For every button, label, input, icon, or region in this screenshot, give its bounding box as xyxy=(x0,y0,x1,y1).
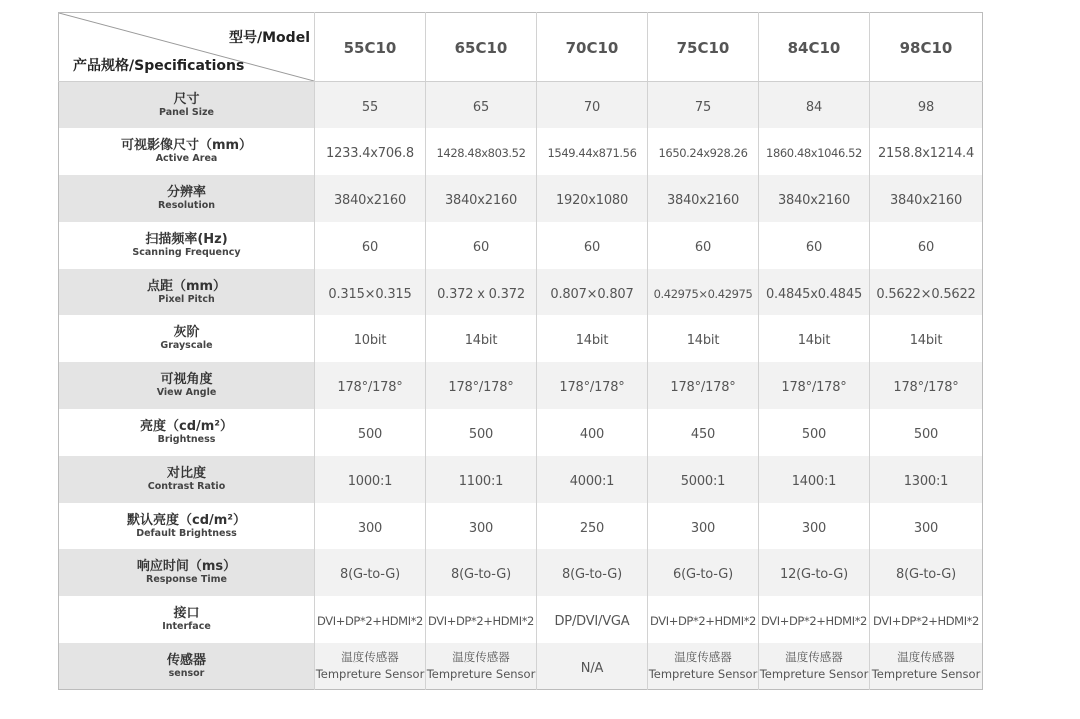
spec-value-cell xyxy=(648,175,759,222)
spec-value-cell xyxy=(759,456,870,503)
spec-value-line: Tempreture Sensor xyxy=(426,667,536,682)
spec-value: 14bit xyxy=(909,333,943,349)
spec-value-cell xyxy=(537,269,648,316)
spec-name-cn: 点距（mm） xyxy=(146,278,227,294)
spec-value: 70 xyxy=(583,99,601,115)
spec-name-cn: 对比度 xyxy=(166,465,206,481)
spec-name-en: Resolution xyxy=(157,199,216,211)
spec-value-cell xyxy=(648,222,759,269)
spec-row xyxy=(59,643,983,690)
spec-name-en: sensor xyxy=(168,667,205,679)
spec-row xyxy=(59,409,983,456)
spec-value-cell xyxy=(426,175,537,222)
spec-value-cell xyxy=(537,128,648,175)
model-header xyxy=(870,13,983,82)
spec-label-cell xyxy=(59,456,315,503)
spec-value-cell xyxy=(426,456,537,503)
spec-value: 300 xyxy=(357,520,383,536)
spec-name-cn: 亮度（cd/m²） xyxy=(140,418,233,434)
spec-value-line: 温度传感器 xyxy=(897,650,955,665)
spec-value-cell xyxy=(537,503,648,550)
spec-value: 1549.44x871.56 xyxy=(547,146,637,161)
spec-value-line: 温度传感器 xyxy=(785,650,843,665)
spec-value: 60 xyxy=(917,239,935,255)
spec-value: 60 xyxy=(805,239,823,255)
spec-row xyxy=(59,503,983,550)
spec-value: 1650.24x928.26 xyxy=(658,146,748,161)
spec-value-cell xyxy=(426,128,537,175)
spec-row xyxy=(59,456,983,503)
spec-row xyxy=(59,82,983,129)
spec-value: 1100:1 xyxy=(458,473,504,489)
spec-value: 8(G-to-G) xyxy=(340,567,400,583)
spec-value-cell xyxy=(759,503,870,550)
spec-value: 3840x2160 xyxy=(333,192,407,208)
spec-value: 2158.8x1214.4 xyxy=(877,146,975,162)
spec-label-cell xyxy=(59,362,315,409)
spec-value-cell xyxy=(315,315,426,362)
spec-value: 300 xyxy=(468,520,494,536)
spec-value: 1300:1 xyxy=(903,473,949,489)
spec-name-cn: 接口 xyxy=(173,606,200,622)
spec-value-cell xyxy=(648,409,759,456)
spec-name-cn: 可视角度 xyxy=(160,372,213,388)
spec-value: 14bit xyxy=(464,333,498,349)
spec-value: N/A xyxy=(580,660,604,676)
spec-value-cell xyxy=(537,549,648,596)
spec-name-cn: 传感器 xyxy=(166,652,206,668)
spec-value-line: 温度传感器 xyxy=(674,650,732,665)
spec-value-line: Tempreture Sensor xyxy=(871,667,981,682)
spec-value: 60 xyxy=(694,239,712,255)
spec-value: 178°/178° xyxy=(559,380,625,396)
spec-value: DVI+DP*2+HDMI*2 xyxy=(761,614,867,629)
spec-value-cell xyxy=(648,128,759,175)
spec-value-cell xyxy=(537,175,648,222)
model-header xyxy=(315,13,426,82)
spec-value: 500 xyxy=(913,426,939,442)
spec-value-cell xyxy=(648,456,759,503)
spec-row xyxy=(59,269,983,316)
spec-name-en: Contrast Ratio xyxy=(147,480,226,492)
spec-value-cell xyxy=(870,503,983,550)
spec-value-cell xyxy=(648,596,759,643)
spec-value-cell xyxy=(870,269,983,316)
model-header xyxy=(648,13,759,82)
spec-value: 178°/178° xyxy=(893,380,959,396)
spec-label-cell xyxy=(59,549,315,596)
spec-value-cell xyxy=(648,362,759,409)
spec-value-cell xyxy=(870,362,983,409)
spec-value-cell xyxy=(426,503,537,550)
spec-value: 0.315×0.315 xyxy=(328,286,412,302)
spec-value-cell xyxy=(870,128,983,175)
header-row xyxy=(59,13,983,82)
spec-value: DVI+DP*2+HDMI*2 xyxy=(650,614,756,629)
spec-value-cell xyxy=(759,409,870,456)
spec-label-cell xyxy=(59,269,315,316)
spec-value: 75 xyxy=(694,99,712,115)
model-name: 65C10 xyxy=(454,38,508,57)
spec-value: 3840x2160 xyxy=(889,192,963,208)
spec-value-line: Tempreture Sensor xyxy=(759,667,869,682)
spec-value: 84 xyxy=(805,99,823,115)
spec-name-en: Active Area xyxy=(155,153,218,165)
spec-value: 1233.4x706.8 xyxy=(326,146,414,162)
model-name: 55C10 xyxy=(343,38,397,57)
spec-label-cell xyxy=(59,596,315,643)
spec-value-cell xyxy=(537,315,648,362)
spec-value-cell xyxy=(759,315,870,362)
spec-value-cell xyxy=(426,362,537,409)
spec-value-cell xyxy=(426,409,537,456)
spec-value-line: Tempreture Sensor xyxy=(315,667,425,682)
spec-name-en: Panel Size xyxy=(159,106,214,118)
spec-value: 8(G-to-G) xyxy=(562,567,622,583)
spec-table xyxy=(58,12,983,690)
spec-body xyxy=(59,82,983,690)
spec-name-en: Pixel Pitch xyxy=(158,293,215,305)
spec-value: 178°/178° xyxy=(448,380,514,396)
spec-value: 3840x2160 xyxy=(777,192,851,208)
spec-value: 500 xyxy=(468,426,494,442)
model-name: 75C10 xyxy=(676,38,730,57)
spec-value-cell xyxy=(426,315,537,362)
spec-name-en: Scanning Frequency xyxy=(132,246,241,258)
spec-name-en: Brightness xyxy=(157,433,216,445)
spec-value: 14bit xyxy=(686,333,720,349)
spec-value-cell xyxy=(537,222,648,269)
spec-value: 0.4845x0.4845 xyxy=(765,286,863,302)
spec-value: 0.5622×0.5622 xyxy=(876,286,976,302)
spec-value: 300 xyxy=(913,520,939,536)
spec-label-cell xyxy=(59,82,315,129)
spec-name-cn: 扫描频率(Hz) xyxy=(145,231,228,247)
spec-value-cell xyxy=(315,549,426,596)
spec-value: 1920x1080 xyxy=(555,192,629,208)
spec-value-cell xyxy=(870,315,983,362)
spec-value-cell xyxy=(426,222,537,269)
spec-value: DVI+DP*2+HDMI*2 xyxy=(428,614,534,629)
spec-value-cell xyxy=(537,456,648,503)
spec-value-cell xyxy=(648,315,759,362)
model-name: 98C10 xyxy=(899,38,953,57)
spec-value-cell xyxy=(426,596,537,643)
spec-name-cn: 灰阶 xyxy=(173,325,200,341)
spec-value-line: Tempreture Sensor xyxy=(648,667,758,682)
spec-value-cell xyxy=(315,175,426,222)
spec-name-en: Grayscale xyxy=(160,340,213,352)
spec-row xyxy=(59,549,983,596)
spec-label-cell xyxy=(59,315,315,362)
spec-value: 500 xyxy=(357,426,383,442)
spec-value-cell xyxy=(315,596,426,643)
diagonal-header-cell xyxy=(59,13,315,82)
spec-name-cn: 分辨率 xyxy=(166,184,206,200)
model-header xyxy=(537,13,648,82)
spec-value: 14bit xyxy=(797,333,831,349)
spec-value: 8(G-to-G) xyxy=(451,567,511,583)
spec-value: 300 xyxy=(801,520,827,536)
spec-value-cell xyxy=(315,128,426,175)
spec-value: 250 xyxy=(579,520,605,536)
spec-value: 0.42975×0.42975 xyxy=(653,286,753,301)
spec-value-cell xyxy=(759,128,870,175)
spec-name-en: Interface xyxy=(162,621,211,633)
spec-row xyxy=(59,315,983,362)
spec-value: 60 xyxy=(583,239,601,255)
spec-value-cell xyxy=(648,503,759,550)
model-name: 70C10 xyxy=(565,38,619,57)
spec-value-cell xyxy=(537,409,648,456)
spec-row xyxy=(59,175,983,222)
spec-value-cell xyxy=(759,269,870,316)
spec-value: 6(G-to-G) xyxy=(673,567,733,583)
spec-value-cell xyxy=(648,82,759,129)
spec-value-cell xyxy=(648,269,759,316)
spec-value-cell xyxy=(870,409,983,456)
spec-value-cell xyxy=(870,222,983,269)
spec-value: 1428.48x803.52 xyxy=(436,146,526,161)
spec-value: 3840x2160 xyxy=(444,192,518,208)
spec-value: 178°/178° xyxy=(670,380,736,396)
spec-value: 4000:1 xyxy=(569,473,615,489)
spec-value: 8(G-to-G) xyxy=(896,567,956,583)
spec-value-cell xyxy=(870,549,983,596)
spec-value: 98 xyxy=(917,99,935,115)
spec-row xyxy=(59,596,983,643)
spec-row xyxy=(59,128,983,175)
spec-value: 3840x2160 xyxy=(666,192,740,208)
spec-value-cell xyxy=(870,456,983,503)
spec-value-cell xyxy=(426,643,537,690)
spec-label-cell xyxy=(59,175,315,222)
spec-name-en: View Angle xyxy=(156,387,217,399)
spec-value: 300 xyxy=(690,520,716,536)
model-name: 84C10 xyxy=(787,38,841,57)
spec-value: DVI+DP*2+HDMI*2 xyxy=(317,614,423,629)
spec-value-cell xyxy=(870,643,983,690)
spec-value-cell xyxy=(315,643,426,690)
spec-label-cell xyxy=(59,222,315,269)
model-header xyxy=(759,13,870,82)
spec-value-cell xyxy=(870,175,983,222)
spec-value-cell xyxy=(759,222,870,269)
spec-value-cell xyxy=(759,175,870,222)
spec-value: DVI+DP*2+HDMI*2 xyxy=(873,614,979,629)
spec-value: 1860.48x1046.52 xyxy=(766,146,862,161)
spec-value: 10bit xyxy=(353,333,387,349)
spec-label-cell xyxy=(59,643,315,690)
spec-value-cell xyxy=(648,643,759,690)
spec-value-cell xyxy=(870,596,983,643)
spec-label-cell xyxy=(59,128,315,175)
spec-value-cell xyxy=(426,269,537,316)
spec-value: DP/DVI/VGA xyxy=(554,614,630,630)
spec-value-cell xyxy=(315,82,426,129)
spec-value-cell xyxy=(759,362,870,409)
spec-value: 178°/178° xyxy=(781,380,847,396)
spec-value-cell xyxy=(870,82,983,129)
spec-value: 0.807×0.807 xyxy=(550,286,634,302)
model-label: 型号/Model xyxy=(229,30,310,46)
spec-value: 0.372 x 0.372 xyxy=(437,286,525,302)
spec-value: 1000:1 xyxy=(347,473,393,489)
spec-value: 14bit xyxy=(575,333,609,349)
spec-label: 产品规格/Specifications xyxy=(73,58,245,74)
spec-value-line: 温度传感器 xyxy=(341,650,399,665)
spec-value-cell xyxy=(315,503,426,550)
spec-label-cell xyxy=(59,503,315,550)
spec-name-cn: 默认亮度（cd/m²） xyxy=(127,512,246,528)
spec-value: 500 xyxy=(801,426,827,442)
spec-value-cell xyxy=(315,456,426,503)
spec-value-cell xyxy=(537,362,648,409)
spec-value: 1400:1 xyxy=(791,473,837,489)
spec-value: 450 xyxy=(690,426,716,442)
spec-value-cell xyxy=(315,269,426,316)
spec-row xyxy=(59,222,983,269)
spec-value: 60 xyxy=(472,239,490,255)
spec-value: 65 xyxy=(472,99,490,115)
model-header xyxy=(426,13,537,82)
spec-value: 55 xyxy=(361,99,379,115)
spec-value: 400 xyxy=(579,426,605,442)
spec-value: 5000:1 xyxy=(680,473,726,489)
spec-value-cell xyxy=(426,549,537,596)
spec-name-cn: 尺寸 xyxy=(173,91,200,107)
spec-value-cell xyxy=(759,643,870,690)
spec-value-cell xyxy=(426,82,537,129)
spec-value-cell xyxy=(315,222,426,269)
spec-label-cell xyxy=(59,409,315,456)
spec-value-cell xyxy=(537,643,648,690)
spec-value: 12(G-to-G) xyxy=(780,567,848,583)
spec-value-cell xyxy=(537,596,648,643)
spec-name-cn: 可视影像尺寸（mm） xyxy=(120,138,253,154)
spec-name-en: Default Brightness xyxy=(136,527,237,539)
spec-value: 178°/178° xyxy=(337,380,403,396)
spec-value-cell xyxy=(315,409,426,456)
spec-value-cell xyxy=(537,82,648,129)
spec-row xyxy=(59,362,983,409)
spec-value: 60 xyxy=(361,239,379,255)
spec-value-cell xyxy=(648,549,759,596)
spec-name-en: Response Time xyxy=(146,574,227,586)
spec-value-cell xyxy=(315,362,426,409)
spec-value-cell xyxy=(759,596,870,643)
spec-value-line: 温度传感器 xyxy=(452,650,510,665)
spec-name-cn: 响应时间（ms） xyxy=(136,559,237,575)
spec-value-cell xyxy=(759,82,870,129)
spec-value-cell xyxy=(759,549,870,596)
